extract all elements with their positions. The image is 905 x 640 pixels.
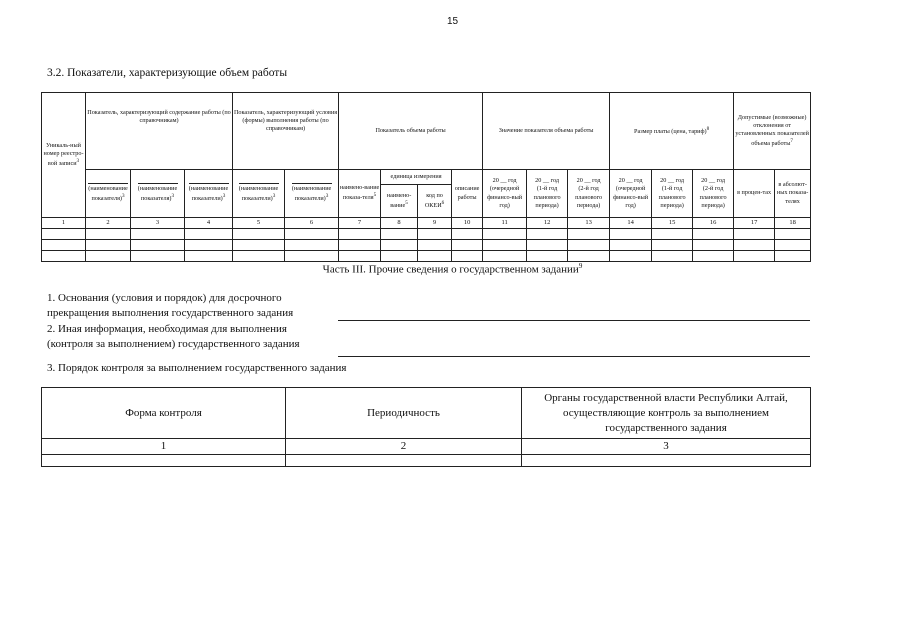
subheader-content-3: (наименование показатели)$^3$: [185, 170, 233, 218]
column-number: 7: [339, 218, 381, 229]
subheader-unit: единица измерения: [381, 170, 452, 185]
header-volume-value: Значение показателя объема работы: [483, 93, 610, 170]
column-number: 18: [775, 218, 811, 229]
subheader-unit-code: код по ОКЕИ$^6$: [418, 185, 452, 218]
subheader-conditions-2: (наименование показатели)$^3$: [285, 170, 339, 218]
table-row: [42, 229, 811, 240]
header-control-authorities: Органы государственной власти Республики Алтай, осуществляющие контроль за выполнением государственного задания: [522, 388, 811, 439]
subheader-fee-year-1: 20 __ год (очередной финансо-вый год): [610, 170, 652, 218]
page-number: 15: [446, 16, 459, 27]
column-number: 2: [286, 439, 522, 455]
part3-title: Часть III. Прочие сведения о государственном задании$^9$: [322, 262, 583, 276]
header-control-form: Форма контроля: [42, 388, 286, 439]
column-number: 12: [527, 218, 568, 229]
header-unique-number: Уникаль-ный номер реестро-вой записи$^3$: [42, 93, 86, 218]
header-volume-indicator: Показатель объема работы: [339, 93, 483, 170]
subheader-deviation-percent: в процен-тах: [734, 170, 775, 218]
column-number: 6: [285, 218, 339, 229]
column-number: 13: [568, 218, 610, 229]
item1-fill-line: [338, 320, 810, 321]
header-conditions-indicator: Показатель, характеризующий условия (формы) выполнения работы (по справочникам): [233, 93, 339, 170]
header-periodicity: Периодичность: [286, 388, 522, 439]
column-number: 9: [418, 218, 452, 229]
table-row: [42, 251, 811, 262]
column-number: 10: [452, 218, 483, 229]
subheader-volume-description: описание работы: [452, 170, 483, 218]
column-number: 14: [610, 218, 652, 229]
control-procedure-table: [41, 387, 811, 467]
subheader-unit-name: наимено-вание$^5$: [381, 185, 418, 218]
column-number: 15: [652, 218, 693, 229]
column-number: 1: [42, 439, 286, 455]
column-number: 8: [381, 218, 418, 229]
volume-indicators-table: [41, 92, 811, 262]
subheader-value-year-1: 20 __ год (очередной финансо-вый год): [483, 170, 527, 218]
subheader-deviation-absolute: в абсолют-ных показа-телях: [775, 170, 811, 218]
column-numbers-row: [42, 439, 811, 455]
item3-text: 3. Порядок контроля за выполнением государственного задания: [47, 362, 347, 374]
header-fee: Размер платы (цена, тариф)$^8$: [610, 93, 734, 170]
column-number: 4: [185, 218, 233, 229]
subheader-content-1: (наименование показателя)$^3$: [86, 170, 131, 218]
column-number: 2: [86, 218, 131, 229]
table-row: [42, 240, 811, 251]
table-row: [42, 455, 811, 467]
subheader-value-year-3: 20 __ год (2-й год планового периода): [568, 170, 610, 218]
column-number: 5: [233, 218, 285, 229]
column-number: 16: [693, 218, 734, 229]
header-content-indicator: Показатель, характеризующий содержание работы (по справочникам): [86, 93, 233, 170]
subheader-content-2: (наименование показателя)$^3$: [131, 170, 185, 218]
item1-text: 1. Основания (условия и порядок) для досрочного прекращения выполнения государственного задания: [47, 292, 294, 319]
subheader-fee-year-3: 20 __ год (2-й год планового периода): [693, 170, 734, 218]
subheader-value-year-2: 20 __ год (1-й год планового периода): [527, 170, 568, 218]
subheader-conditions-1: (наименование показатели)$^3$: [233, 170, 285, 218]
item2-fill-line: [338, 356, 810, 357]
subheader-fee-year-2: 20 __ год (1-й год планового периода): [652, 170, 693, 218]
subheader-volume-name: наимено-вание показа-теля$^5$: [339, 170, 381, 218]
column-number: 1: [42, 218, 86, 229]
column-number: 17: [734, 218, 775, 229]
column-number: 3: [522, 439, 811, 455]
column-number: 3: [131, 218, 185, 229]
item2-text: 2. Иная информация, необходимая для выполнения (контроля за выполнением) государственного задания: [47, 323, 300, 350]
section-title: 3.2. Показатели, характеризующие объем работы: [47, 67, 288, 79]
header-deviation: Допустимые (возможные) отклонения от установленных показателей объема работы$^7$: [734, 93, 811, 170]
column-number: 11: [483, 218, 527, 229]
column-numbers-row: [42, 218, 811, 229]
